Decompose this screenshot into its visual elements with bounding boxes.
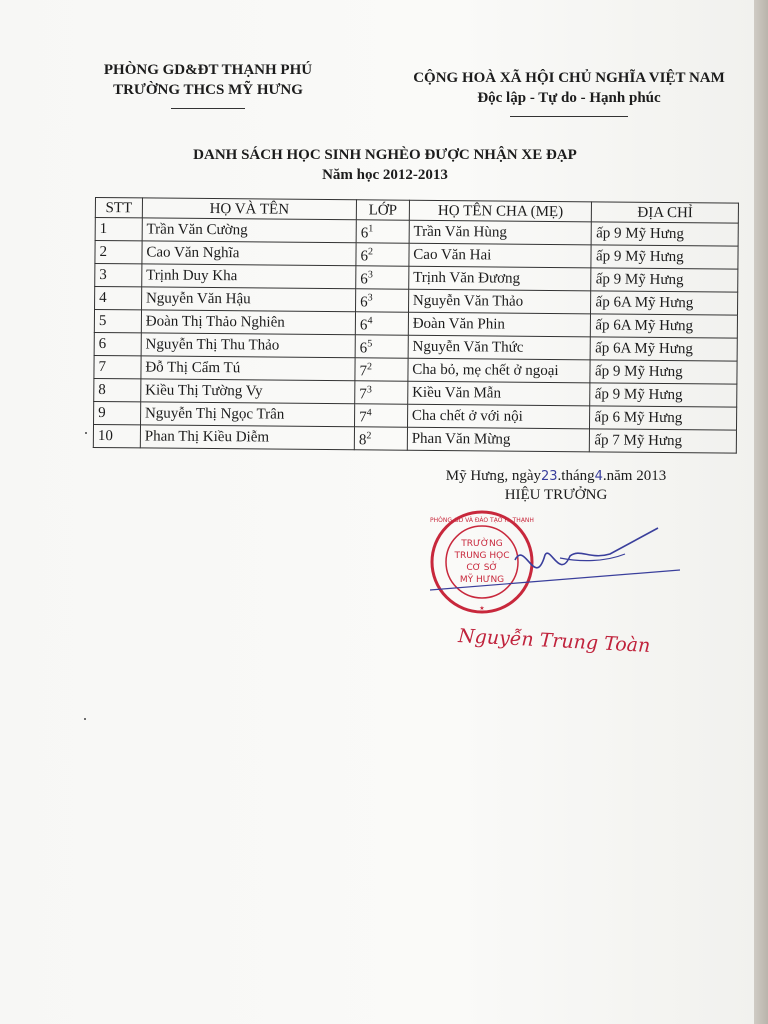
class-section: 3 [367, 269, 373, 281]
student-table [93, 197, 739, 454]
class-section: 3 [367, 292, 373, 304]
svg-text:TRƯỜNG: TRƯỜNG [461, 539, 503, 549]
handwritten-signature [430, 520, 680, 610]
place-date [420, 467, 692, 486]
svg-text:MỸ HƯNG: MỸ HƯNG [459, 575, 505, 585]
cell-address: ấp 9 Mỹ Hưng [592, 222, 739, 246]
cell-parent: Kiều Văn Mẫn [408, 381, 591, 406]
cell-parent: Cha bỏ, mẹ chết ở ngoại [408, 358, 591, 383]
svg-text:★: ★ [479, 605, 485, 612]
class-section: 3 [366, 384, 372, 396]
class-grade: 6 [360, 248, 369, 265]
class-grade: 7 [359, 409, 367, 426]
cell-class [356, 289, 409, 312]
cell-stt: 3 [95, 264, 142, 287]
document-title [150, 145, 620, 185]
date-day-handwritten: 23 [540, 469, 558, 484]
cell-stt: 7 [94, 355, 141, 378]
date-month-handwritten: 4 [594, 469, 603, 484]
cell-address: ấp 6A Mỹ Hưng [591, 314, 738, 338]
class-section: 4 [367, 315, 373, 327]
cell-parent: Nguyễn Văn Thảo [408, 289, 591, 314]
cell-address: ấp 9 Mỹ Hưng [590, 383, 737, 407]
cell-stt: 10 [93, 424, 140, 447]
cell-name: Nguyễn Văn Hậu [141, 287, 355, 312]
class-section: 1 [368, 223, 374, 235]
cell-class [356, 243, 409, 266]
issuer-header [92, 60, 324, 109]
cell-address: ấp 9 Mỹ Hưng [591, 268, 738, 292]
class-grade: 8 [358, 432, 367, 449]
cell-stt: 4 [95, 287, 142, 310]
cell-address: ấp 9 Mỹ Hưng [590, 360, 737, 384]
table-body [93, 218, 738, 454]
cell-parent: Đoàn Văn Phin [408, 312, 591, 337]
cell-name: Kiều Thị Tường Vy [141, 379, 355, 404]
header-underline [171, 108, 245, 109]
header-stt: STT [95, 198, 142, 218]
header-name: HỌ VÀ TÊN [142, 198, 356, 220]
cell-address: ấp 9 Mỹ Hưng [591, 245, 738, 269]
national-header [400, 68, 738, 117]
signer-role: HIỆU TRƯỞNG [504, 487, 608, 503]
class-grade: 6 [360, 225, 369, 242]
title-main: DANH SÁCH HỌC SINH NGHÈO ĐƯỢC NHẬN XE ĐẠP [193, 147, 577, 163]
national-motto: Độc lập - Tự do - Hạnh phúc [477, 90, 661, 106]
class-grade: 6 [360, 271, 368, 288]
cell-class [355, 381, 408, 404]
cell-stt: 8 [94, 378, 141, 401]
svg-text:PHÒNG GD VÀ ĐÀO TẠO H. THẠNH: PHÒNG GD VÀ ĐÀO TẠO H. THẠNH [430, 517, 534, 524]
page-edge-shadow [754, 0, 768, 1024]
cell-parent: Phan Văn Mừng [407, 427, 590, 452]
cell-address: ấp 6 Mỹ Hưng [590, 406, 737, 430]
cell-name: Cao Văn Nghĩa [142, 241, 356, 266]
paper-speck [84, 718, 86, 720]
cell-address: ấp 6A Mỹ Hưng [591, 337, 738, 361]
table-row [93, 424, 736, 453]
title-school-year: Năm học 2012-2013 [322, 167, 448, 183]
cell-parent: Trịnh Văn Đương [409, 266, 592, 291]
cell-class [356, 266, 409, 289]
header-parent: HỌ TÊN CHA (MẸ) [409, 200, 592, 222]
cell-address: ấp 6A Mỹ Hưng [591, 291, 738, 315]
cell-parent: Cha chết ở với nội [407, 404, 590, 429]
class-grade: 6 [360, 294, 368, 311]
motto-underline [510, 116, 628, 117]
year-suffix: .năm 2013 [602, 468, 667, 484]
header-class: LỚP [356, 200, 409, 220]
cell-class [356, 220, 409, 243]
class-grade: 6 [359, 340, 368, 357]
cell-stt: 1 [95, 218, 142, 241]
cell-name: Phan Thị Kiều Diễm [140, 425, 354, 450]
class-section: 4 [366, 407, 372, 419]
class-section: 2 [368, 246, 374, 258]
signer-handwritten-name: Nguyễn Trung Toàn [457, 624, 651, 658]
class-section: 2 [367, 361, 373, 373]
month-label: .tháng [557, 468, 595, 484]
cell-parent: Trần Văn Hùng [409, 220, 592, 245]
cell-stt: 5 [94, 310, 141, 333]
svg-text:TRUNG HỌC: TRUNG HỌC [454, 551, 510, 561]
class-grade: 7 [359, 386, 367, 403]
cell-parent: Cao Văn Hai [409, 243, 592, 268]
cell-class [354, 427, 407, 450]
cell-name: Trịnh Duy Kha [142, 264, 356, 289]
cell-class [355, 312, 408, 335]
cell-parent: Nguyễn Văn Thức [408, 335, 591, 360]
cell-name: Nguyễn Thị Thu Thảo [141, 333, 355, 358]
cell-address: ấp 7 Mỹ Hưng [590, 429, 737, 453]
class-section: 5 [367, 338, 373, 350]
cell-stt: 9 [94, 401, 141, 424]
class-grade: 6 [359, 317, 368, 334]
school-name: TRƯỜNG THCS MỸ HƯNG [113, 82, 303, 98]
cell-stt: 6 [94, 332, 141, 355]
cell-name: Đỗ Thị Cẩm Tú [141, 356, 355, 381]
class-section: 2 [366, 430, 372, 442]
date-prefix: Mỹ Hưng, ngày [445, 468, 541, 484]
national-title: CỘNG HOÀ XÃ HỘI CHỦ NGHĨA VIỆT NAM [413, 70, 725, 86]
cell-name: Đoàn Thị Thảo Nghiên [141, 310, 355, 335]
cell-name: Nguyễn Thị Ngọc Trân [140, 402, 354, 427]
svg-text:CƠ SỞ: CƠ SỞ [466, 563, 498, 573]
header-address: ĐỊA CHỈ [592, 202, 739, 223]
cell-class [355, 404, 408, 427]
cell-stt: 2 [95, 241, 142, 264]
paper-speck [85, 432, 87, 434]
cell-class [355, 358, 408, 381]
cell-class [355, 335, 408, 358]
department-name: PHÒNG GD&ĐT THẠNH PHÚ [103, 62, 313, 78]
class-grade: 7 [359, 363, 368, 380]
cell-name: Trần Văn Cường [142, 218, 356, 243]
signature-block [420, 467, 692, 504]
